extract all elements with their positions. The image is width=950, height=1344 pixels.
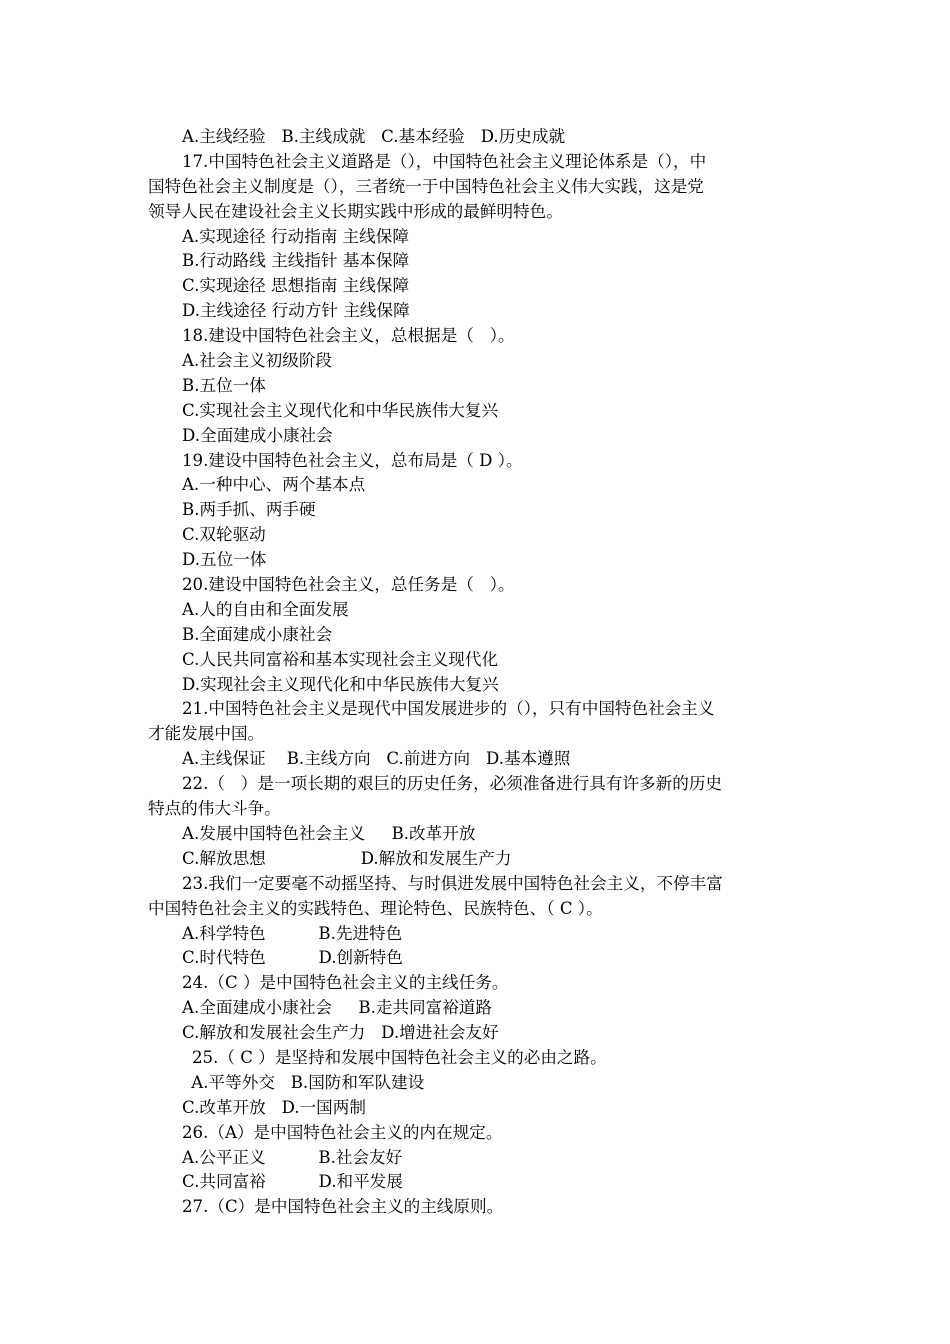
text-line: A.主线经验 B.主线成就 C.基本经验 D.历史成就 xyxy=(182,127,566,146)
question-23-line-1: 23.我们一定要毫不动摇坚持、与时俱进发展中国特色社会主义，不停丰富 xyxy=(182,873,723,893)
option-b: B.全面建成小康社会 xyxy=(182,624,333,644)
option-a: A.社会主义初级阶段 xyxy=(182,351,333,371)
options-26-cd: C.共同富裕 D.和平发展 xyxy=(182,1172,403,1192)
question-18: 18.建设中国特色社会主义，总根据是（ ）。 xyxy=(182,326,515,346)
question-26: 26.（A）是中国特色社会主义的内在规定。 xyxy=(182,1122,503,1142)
options-25-cd: C.改革开放 D.一国两制 xyxy=(182,1097,366,1117)
question-27: 27.（C）是中国特色社会主义的主线原则。 xyxy=(182,1197,504,1217)
options-23-ab: A.科学特色 B.先进特色 xyxy=(182,923,403,943)
question-23-line-2: 中国特色社会主义的实践特色、理论特色、民族特色、（ C ）。 xyxy=(148,898,603,918)
question-17-line-3: 领导人民在建设社会主义长期实践中形成的最鲜明特色。 xyxy=(148,201,563,221)
question-25: 25.（ C ）是坚持和发展中国特色社会主义的必由之路。 xyxy=(192,1047,607,1067)
question-22-line-2: 特点的伟大斗争。 xyxy=(148,799,281,819)
option-a: A.一种中心、两个基本点 xyxy=(182,475,366,495)
option-c: C.实现途径 思想指南 主线保障 xyxy=(182,276,410,296)
options-26-ab: A.公平正义 B.社会友好 xyxy=(182,1147,403,1167)
option-b: B.两手抓、两手硬 xyxy=(182,500,316,520)
options-25-ab: A.平等外交 B.国防和军队建设 xyxy=(186,1072,425,1092)
options-21: A.主线保证 B.主线方向 C.前进方向 D.基本遵照 xyxy=(182,749,571,769)
option-d: D.实现社会主义现代化和中华民族伟大复兴 xyxy=(182,674,499,694)
question-17-line-2: 国特色社会主义制度是（），三者统一于中国特色社会主义伟大实践，这是党 xyxy=(148,176,704,196)
options-22-cd: C.解放思想 D.解放和发展生产力 xyxy=(182,848,512,868)
options-23-cd: C.时代特色 D.创新特色 xyxy=(182,948,403,968)
option-b: B.行动路线 主线指针 基本保障 xyxy=(182,251,410,271)
options-24-cd: C.解放和发展社会生产力 D.增进社会友好 xyxy=(182,1023,499,1043)
option-d: D.五位一体 xyxy=(182,550,267,570)
options-22-ab: A.发展中国特色社会主义 B.改革开放 xyxy=(182,823,476,843)
question-21-line-2: 才能发展中国。 xyxy=(148,724,265,744)
options-24-ab: A.全面建成小康社会 B.走共同富裕道路 xyxy=(182,998,493,1018)
option-d: D.全面建成小康社会 xyxy=(182,425,333,445)
document-page xyxy=(148,125,813,1220)
option-b: B.五位一体 xyxy=(182,375,266,395)
option-a: A.实现途径 行动指南 主线保障 xyxy=(182,226,409,246)
option-d: D.主线途径 行动方针 主线保障 xyxy=(182,301,410,321)
question-21-line-1: 21.中国特色社会主义是现代中国发展进步的（），只有中国特色社会主义 xyxy=(182,699,715,719)
option-c: C.双轮驱动 xyxy=(182,525,266,545)
question-17-line-1: 17.中国特色社会主义道路是（），中国特色社会主义理论体系是（），中 xyxy=(182,151,707,171)
option-c: C.人民共同富裕和基本实现社会主义现代化 xyxy=(182,649,499,669)
option-a: A.人的自由和全面发展 xyxy=(182,599,349,619)
option-c: C.实现社会主义现代化和中华民族伟大复兴 xyxy=(182,400,499,420)
question-19: 19.建设中国特色社会主义，总布局是（ D ）。 xyxy=(182,450,523,470)
question-24: 24.（C ）是中国特色社会主义的主线任务。 xyxy=(182,973,509,993)
question-22-line-1: 22.（ ）是一项长期的艰巨的历史任务，必须准备进行具有许多新的历史 xyxy=(182,774,723,794)
question-20: 20.建设中国特色社会主义，总任务是（ ）。 xyxy=(182,575,515,595)
